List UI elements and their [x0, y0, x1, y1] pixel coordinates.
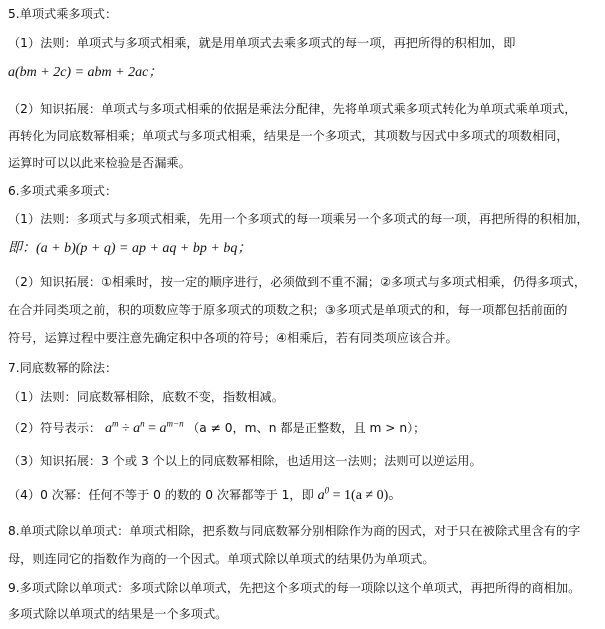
formula-text: a(bm + 2c) = abm + 2ac； — [8, 65, 163, 80]
division-condition: （a ≠ 0，m、n 都是正整数，且 m > n）； — [187, 421, 426, 435]
note-5-2-line-1: （2）知识拓展：单项式与多项式相乘的依据是乘法分配律，先将单项式乘多项式转化为单项式乘单项式， — [8, 102, 577, 116]
note-5-2-line-3: 运算时可以以此来检验是否漏乘。 — [8, 156, 191, 170]
zero-power-text: （4）0 次幂：任何不等于 0 的数的 0 次幂都等于 1，即 — [8, 488, 314, 502]
formula-monomial-times-polynomial — [8, 64, 599, 81]
zero-power-formula: $a^0 = 1(a \ne 0)$。 — [317, 485, 403, 503]
formula-polynomial-times-polynomial — [8, 240, 599, 257]
formula-text: 即：(a + b)(p + q) = ap + aq + bp + bq； — [8, 241, 252, 256]
heading-9-line-2: 多项式除以单项式的结果是一个多项式。 — [8, 607, 228, 621]
heading-8-line-1: 8.单项式除以单项式：单项式相除，把系数与同底数幂分别相除作为商的因式，对于只在被除式里含有的字 — [8, 524, 581, 538]
symbol-rule-label: （2）符号表示： — [8, 421, 102, 435]
note-6-2-line-1: （2）知识拓展：①相乘时，按一定的顺序进行，必须做到不重不漏；②多项式与多项式相乘，仍得多项式， — [8, 275, 587, 289]
symbol-rule-7-2 — [8, 420, 599, 437]
rule-6-1: （1）法则：多项式与多项式相乘，先用一个多项式的每一项乘另一个多项式的每一项，再把所得的积相加， — [8, 212, 589, 226]
heading-7: 7.同底数幂的除法： — [8, 361, 118, 375]
heading-8-line-2: 母，则连同它的指数作为商的一个因式。单项式除以单项式的结果仍为单项式。 — [8, 552, 435, 566]
rule-7-1: （1）法则：同底数幂相除，底数不变，指数相减。 — [8, 390, 284, 404]
rule-5-1: （1）法则：单项式与多项式相乘，就是用单项式去乘多项式的每一项，再把所得的积相加，即 — [8, 36, 516, 50]
division-formula: $a^m \div a^n = a^{m-n}$ — [104, 418, 184, 436]
note-5-2-line-2: 再转化为同底数幂相乘；单项式与多项式相乘，结果是一个多项式，其项数与因式中多项式的项数相同， — [8, 129, 569, 143]
heading-9-line-1: 9.多项式除以单项式：多项式除以单项式，先把这个多项式的每一项除以这个单项式，再把所得的商相加。 — [8, 581, 581, 595]
zero-power-7-4 — [8, 487, 599, 504]
note-7-3: （3）知识拓展：3 个或 3 个以上的同底数幂相除，也适用这一法则；法则可以逆运用。 — [8, 454, 482, 468]
note-6-2-line-3: 符号，运算过程中要注意先确定积中各项的符号；④相乘后，若有同类项应该合并。 — [8, 331, 458, 345]
heading-5: 5.单项式乘多项式： — [8, 7, 118, 21]
heading-6: 6.多项式乘多项式： — [8, 184, 118, 198]
note-6-2-line-2: 在合并同类项之前，积的项数应等于原多项式的项数之积；③多项式是单项式的和，每一项都包括前面的 — [8, 303, 568, 317]
